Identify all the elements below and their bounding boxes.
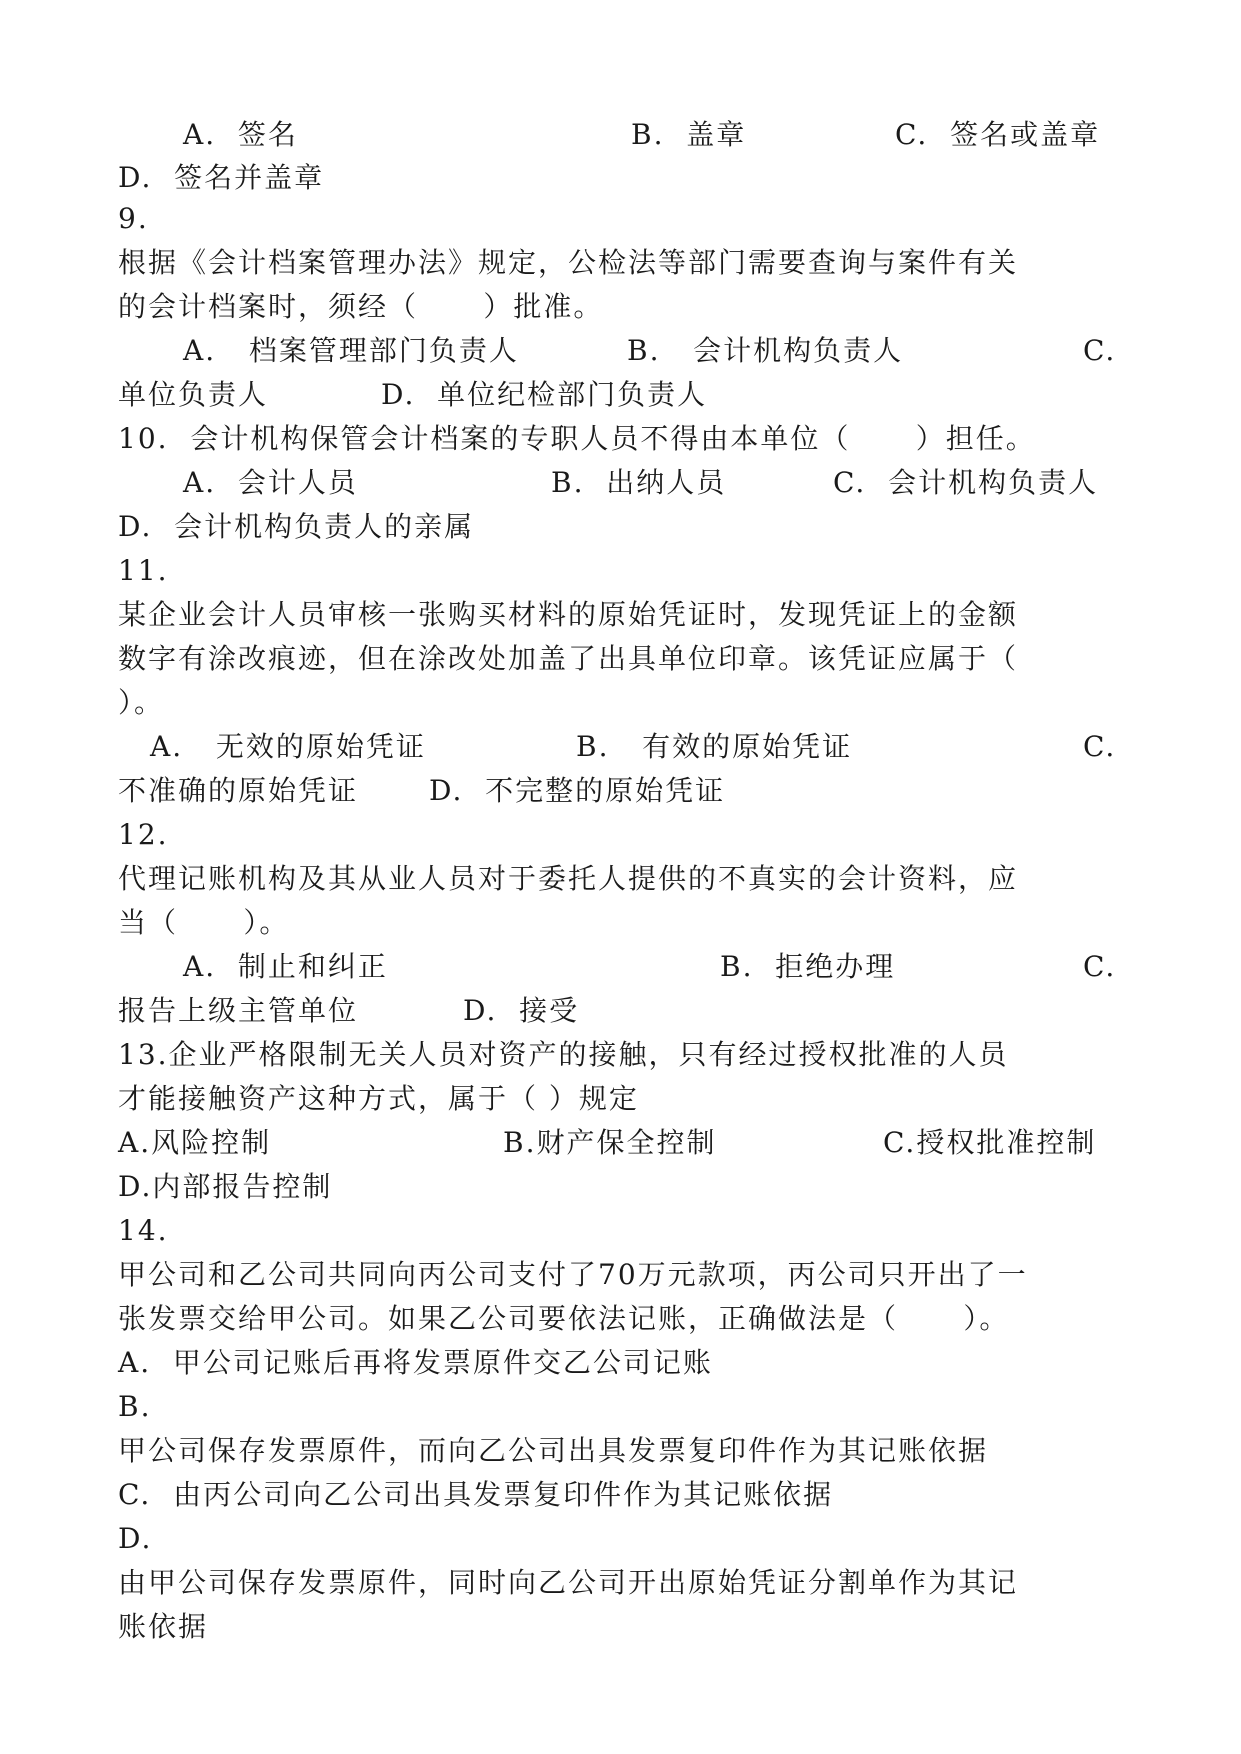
q9-option-c: C.	[1083, 334, 1117, 367]
q12-stem-line2: 当（ ）。	[118, 906, 290, 939]
q11-option-c-text: 不准确的原始凭证	[118, 774, 359, 807]
q11-stem-line1: 某企业会计人员审核一张购买材料的原始凭证时，发现凭证上的金额	[118, 598, 1019, 631]
q12-number: 12.	[118, 818, 169, 851]
q13-option-d: D.内部报告控制	[118, 1170, 333, 1203]
q11-number: 11.	[118, 554, 169, 587]
q12-option-c-text: 报告上级主管单位	[118, 994, 359, 1027]
q8-option-d: D. 签名并盖章	[118, 161, 325, 194]
q14-option-b-text: 甲公司保存发票原件，而向乙公司出具发票复印件作为其记账依据	[118, 1434, 989, 1467]
q13-stem-line1: 13.企业严格限制无关人员对资产的接触，只有经过授权批准的人员	[118, 1038, 1009, 1071]
q10-option-c: C. 会计机构负责人	[833, 466, 1099, 499]
q14-stem-line1: 甲公司和乙公司共同向丙公司支付了70万元款项，丙公司只开出了一	[118, 1258, 1028, 1291]
q13-option-c: C.授权批准控制	[883, 1126, 1097, 1159]
q13-option-a: A.风险控制	[118, 1126, 272, 1159]
q9-stem-line1: 根据《会计档案管理办法》规定，公检法等部门需要查询与案件有关	[118, 246, 1019, 279]
q10-stem: 10. 会计机构保管会计档案的专职人员不得由本单位（ ）担任。	[118, 422, 1036, 455]
q12-option-d: D. 接受	[463, 994, 580, 1027]
q14-number: 14.	[118, 1214, 169, 1247]
q12-option-c: C.	[1083, 950, 1117, 983]
q14-option-a: A. 甲公司记账后再将发票原件交乙公司记账	[118, 1346, 713, 1379]
q14-option-c: C. 由丙公司向乙公司出具发票复印件作为其记账依据	[118, 1478, 834, 1511]
q9-option-c-text: 单位负责人	[118, 378, 269, 411]
q9-option-a: A. 档案管理部门负责人	[183, 334, 519, 367]
q14-option-b: B.	[118, 1390, 152, 1423]
q14-option-d: D.	[118, 1522, 153, 1555]
q12-option-b: B. 拒绝办理	[720, 950, 896, 983]
q13-stem-line2: 才能接触资产这种方式，属于（ ）规定	[118, 1082, 639, 1115]
q8-option-c: C. 签名或盖章	[895, 118, 1101, 151]
q14-option-d-text-line2: 账依据	[118, 1610, 209, 1643]
q9-number: 9.	[118, 202, 149, 235]
q13-option-b: B.财产保全控制	[503, 1126, 717, 1159]
q8-option-a: A. 签名	[183, 118, 298, 151]
q9-stem-line2: 的会计档案时，须经（ ）批准。	[118, 290, 604, 323]
q11-stem-line2: 数字有涂改痕迹，但在涂改处加盖了出具单位印章。该凭证应属于（	[118, 642, 1019, 675]
q11-option-d: D. 不完整的原始凭证	[429, 774, 726, 807]
q10-option-d: D. 会计机构负责人的亲属	[118, 510, 475, 543]
q8-option-b: B. 盖章	[631, 118, 747, 151]
q14-option-d-text-line1: 由甲公司保存发票原件，同时向乙公司开出原始凭证分割单作为其记	[118, 1566, 1019, 1599]
q9-option-d: D. 单位纪检部门负责人	[381, 378, 708, 411]
q12-option-a: A. 制止和纠正	[183, 950, 388, 983]
q11-option-a: A. 无效的原始凭证	[150, 730, 426, 763]
q9-option-b: B. 会计机构负责人	[627, 334, 904, 367]
q10-option-b: B. 出纳人员	[551, 466, 727, 499]
q10-option-a: A. 会计人员	[183, 466, 358, 499]
q11-option-b: B. 有效的原始凭证	[576, 730, 853, 763]
q14-stem-line2: 张发票交给甲公司。如果乙公司要依法记账，正确做法是（ ）。	[118, 1302, 1010, 1335]
q11-option-c: C.	[1083, 730, 1117, 763]
q11-stem-line3: ）。	[118, 686, 165, 719]
q12-stem-line1: 代理记账机构及其从业人员对于委托人提供的不真实的会计资料，应	[118, 862, 1019, 895]
